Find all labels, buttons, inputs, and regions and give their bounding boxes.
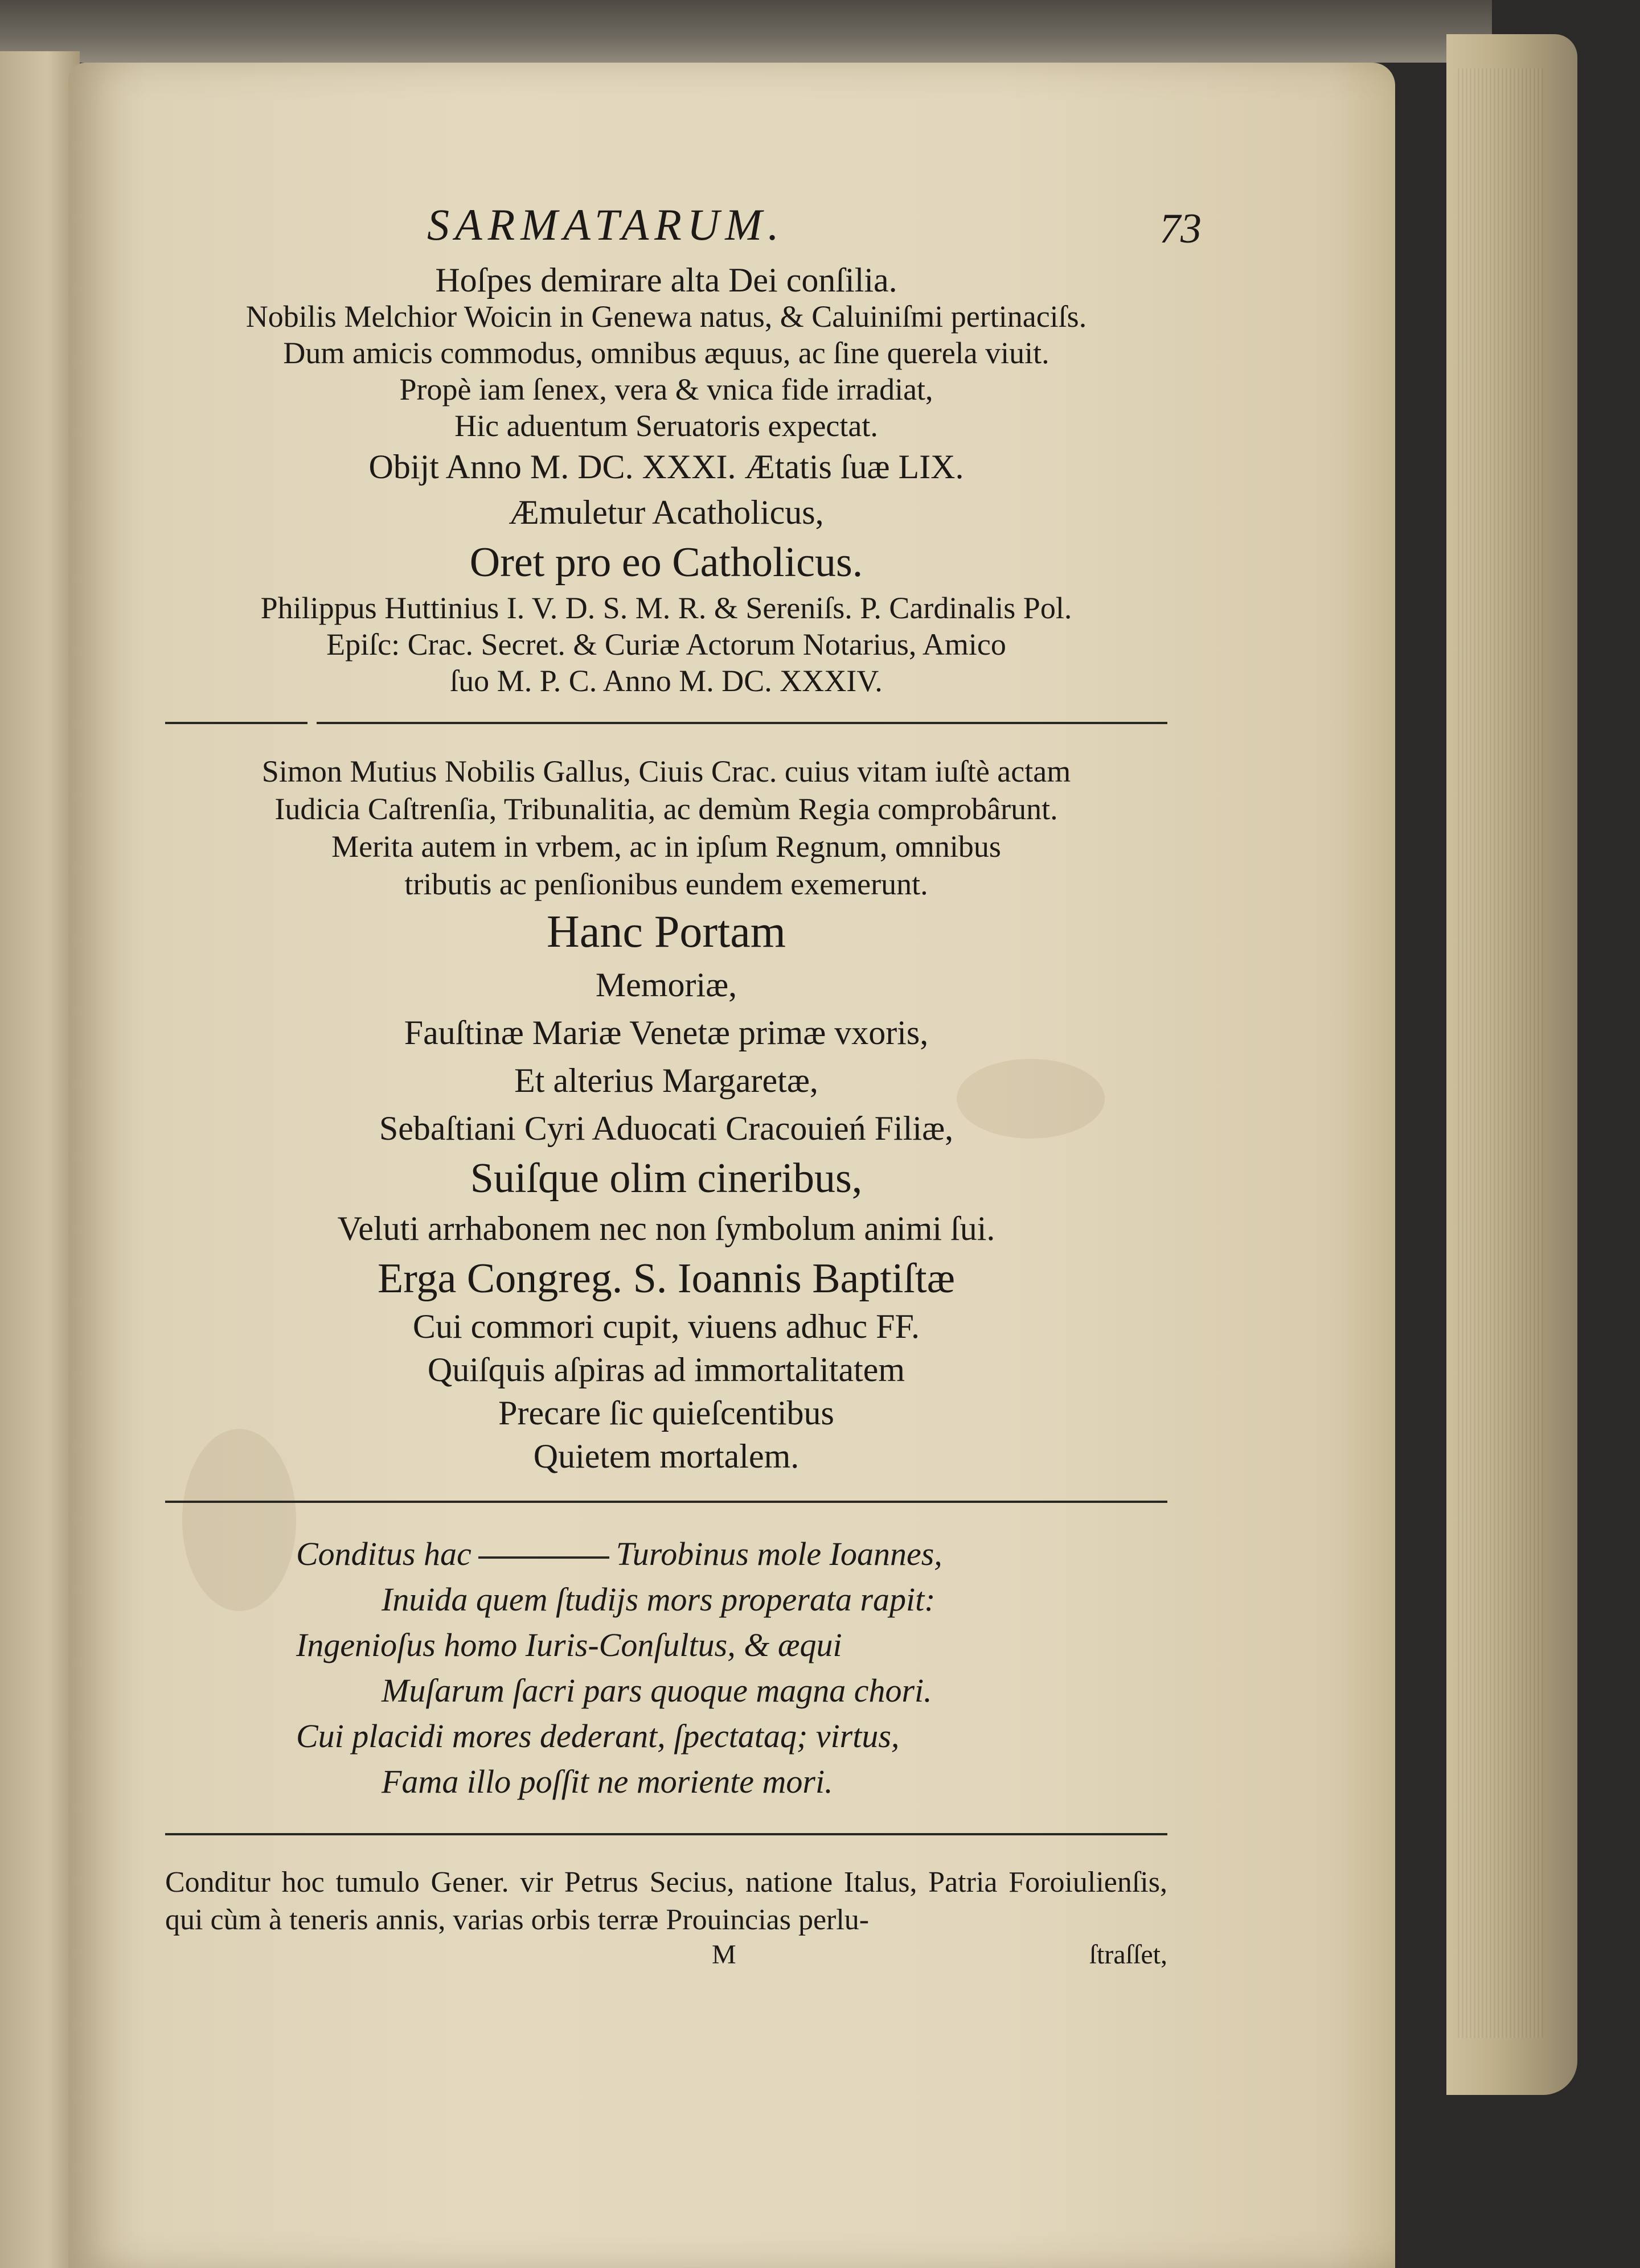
inscription-line: Epiſc: Crac. Secret. & Curiæ Actorum Notarius, Amico [326,627,1006,662]
page-header [165,194,1202,262]
running-head: SARMATARUM. [427,200,785,249]
verse-line: Fama illo poſſit ne moriente mori. [382,1763,833,1800]
page-content [165,194,1202,1979]
verse-line: Muſarum ſacri pars quoque magna chori. [382,1672,932,1709]
verse-line: Inuida quem ſtudijs mors properata rapit: [382,1581,936,1618]
inscription-line: Quietem mortalem. [533,1437,800,1475]
prose-paragraph: Conditur hoc tumulo Gener. vir Petrus Secius, natione Italus, Patria Foroiulienſis, qui cùm à teneris annis, varias orbis terræ Prouincias perlu- [165,1866,1167,1936]
inscription-line: ſuo M. P. C. Anno M. DC. XXXIV. [450,664,883,698]
inscription-line: Hic aduentum Seruatoris expectat. [454,409,878,443]
inscription-line: Iudicia Caſtrenſia, Tribunalitia, ac demùm Regia comprobârunt. [274,792,1058,826]
inscription-line: Propè iam ſenex, vera & vnica fide irradiat, [399,372,933,406]
inscription-line: Et alterius Margaretæ, [514,1062,818,1099]
catchword: ſtraſſet, [1089,1940,1167,1970]
verse-line: Cui placidi mores dederant, ſpectataq; virtus, [296,1718,900,1755]
inscription-line: tributis ac penſionibus eundem exemerunt. [404,867,928,901]
inscription-line: Merita autem in vrbem, ac in ipſum Regnum, omnibus [331,829,1001,864]
verse-line-end: Turobinus mole Ioannes, [616,1535,942,1572]
inscription-line: Oret pro eo Catholicus. [469,539,863,586]
inscription-line: Æmuletur Acatholicus, [509,494,824,531]
inscription-line: Hanc Portam [547,907,786,957]
inscription-line: Veluti arrhabonem nec non ſymbolum animi ſui. [337,1210,995,1247]
inscription-line: Erga Congreg. S. Ioannis Baptiſtæ [378,1255,955,1302]
inscription-line: Hoſpes demirare alta Dei conſilia. [435,261,897,299]
inscription-line: Fauſtinæ Mariæ Venetæ primæ vxoris, [404,1014,929,1051]
page-footer [165,1939,1167,1979]
page-number: 73 [1159,206,1202,252]
inscription-line: Dum amicis commodus, omnibus æquus, ac ſine querela viuit. [283,336,1049,370]
inscription-line: Cui commori cupit, viuens adhuc FF. [412,1308,920,1345]
left-page-edge [0,51,80,2268]
divider-rule [165,722,1167,724]
epitaph-verse [165,1531,1167,1805]
divider-rule [165,1501,1167,1503]
verse-line [296,1531,1167,1577]
inscription-line: Precare ſic quieſcentibus [498,1394,834,1432]
page-block-lines [1458,68,1543,2038]
inscription-mutius [165,753,1167,1478]
book-cover-top [0,0,1492,63]
inscription-woicin [165,262,1167,699]
inscription-line: Suiſque olim cineribus, [470,1155,863,1202]
inscription-line: Memoriæ, [595,966,737,1004]
inscription-line: Philippus Huttinius I. V. D. S. M. R. & Sereniſs. P. Cardinalis Pol. [260,591,1072,625]
inscription-line: Simon Mutius Nobilis Gallus, Ciuis Crac. cuius vitam iuſtè actam [261,754,1071,788]
inscription-line: Sebaſtiani Cyri Aduocati Cracouień Filiæ, [379,1110,954,1147]
inscription-line: Obijt Anno M. DC. XXXI. Ætatis ſuæ LIX. [368,448,964,486]
divider-rule [165,1833,1167,1835]
inscription-line: Quiſquis aſpiras ad immortalitatem [427,1351,905,1388]
inscription-line: Nobilis Melchior Woicin in Genewa natus, & Caluiniſmi pertinaciſs. [245,299,1087,334]
verse-dash [478,1556,609,1559]
verse-line-start: Conditus hac [296,1535,472,1572]
signature-mark: M [712,1940,736,1970]
verse-line: Ingenioſus homo Iuris-Conſultus, & æqui [296,1626,842,1663]
